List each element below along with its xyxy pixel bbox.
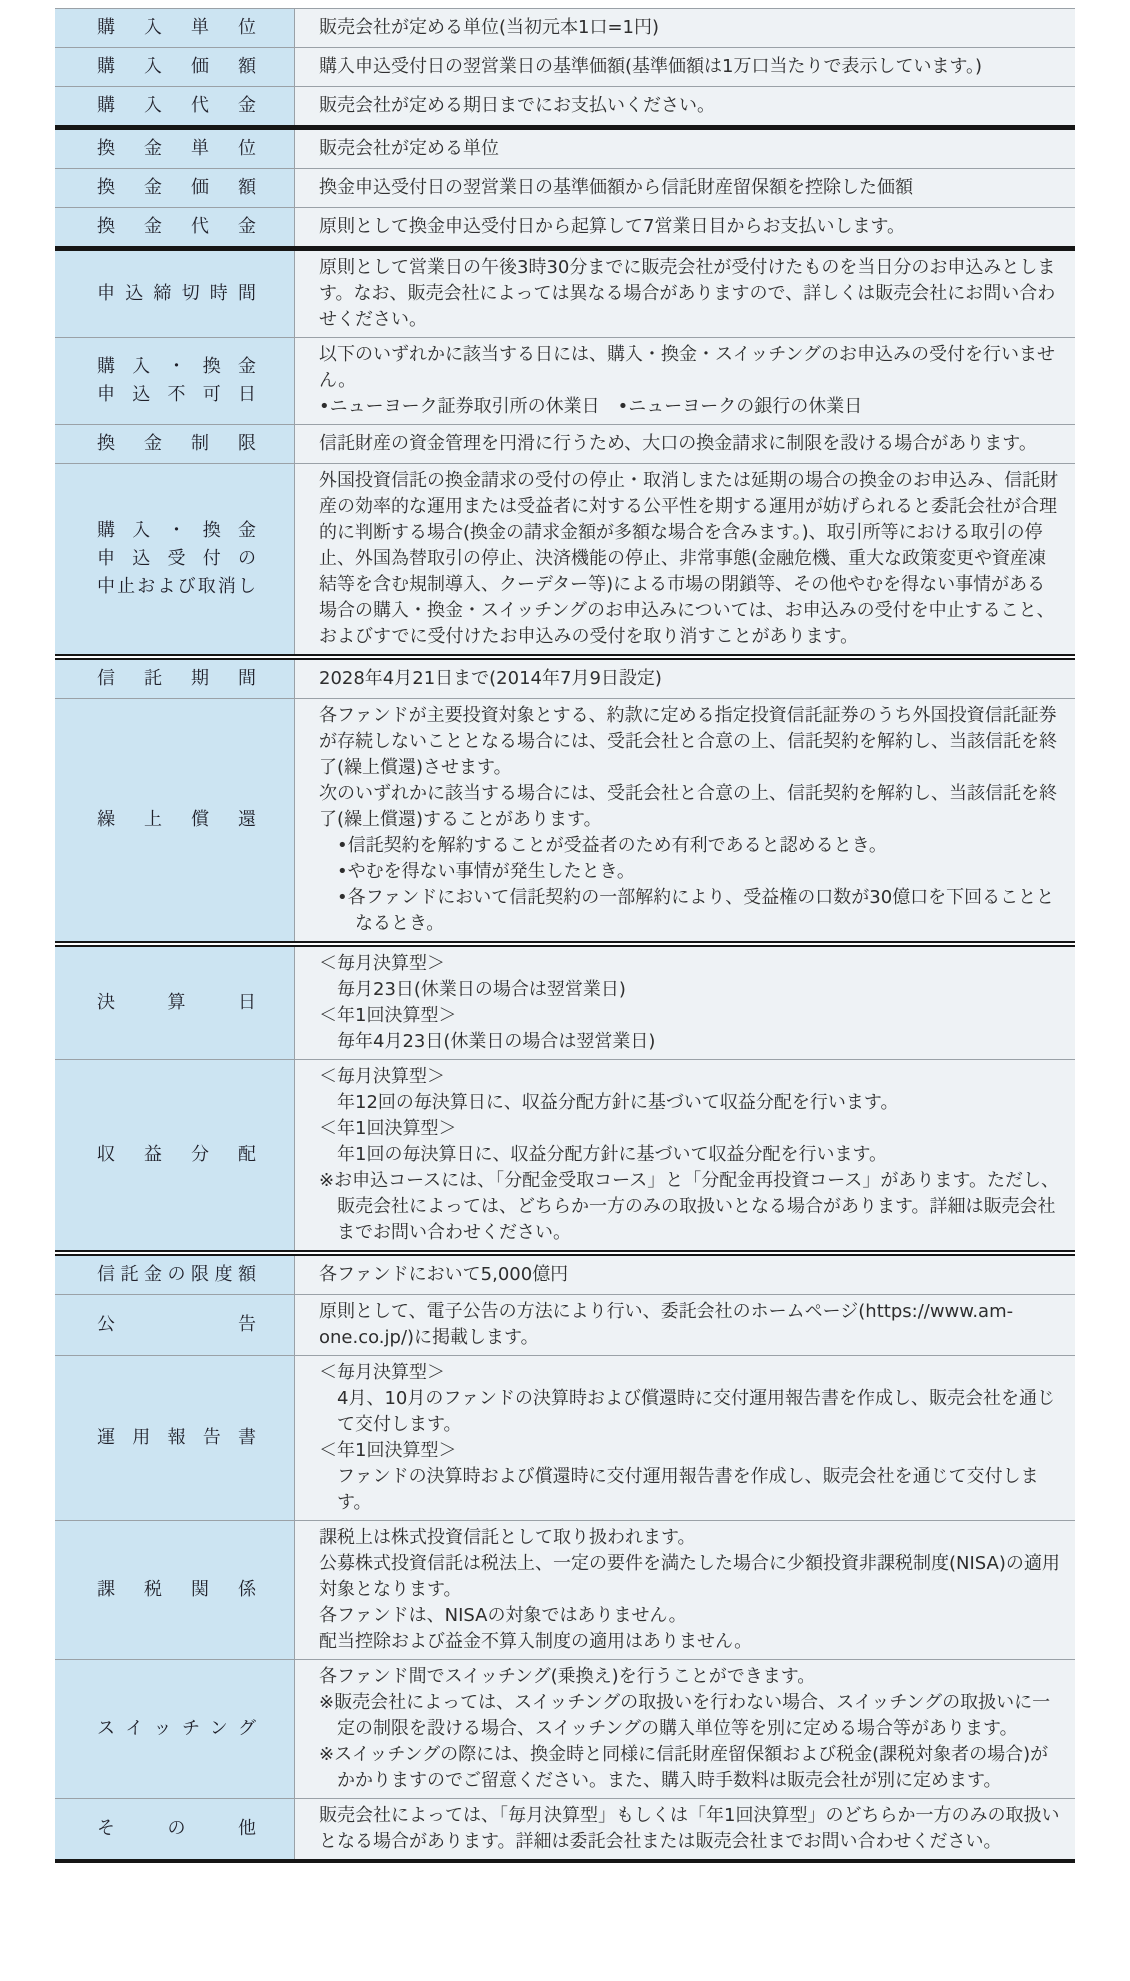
row-content [295, 48, 1075, 86]
row-content-paragraph: ファンドの決算時および償還時に交付運用報告書を作成し、販売会社を通じて交付します。 [337, 1466, 1039, 1513]
row-content [295, 208, 1075, 246]
row-label-text: 換金代金 [97, 216, 256, 237]
row-label [55, 660, 295, 698]
row-content-paragraph: 年1回の毎決算日に、収益分配方針に基づいて収益分配を行います。 [337, 1144, 888, 1165]
row-content-paragraph: 販売会社が定める期日までにお支払いください。 [319, 95, 715, 116]
table-row [55, 338, 1075, 425]
row-label-text: 換金制限 [97, 433, 256, 454]
row-label [55, 1060, 295, 1250]
row-label [55, 1356, 295, 1520]
row-label [55, 1660, 295, 1798]
row-content [295, 130, 1075, 168]
row-label [55, 1521, 295, 1659]
row-label-text: 運用報告書 [97, 1427, 256, 1448]
row-label-text: 信託金の限度額 [97, 1264, 256, 1285]
fund-terms-table [55, 8, 1075, 1863]
row-label [55, 699, 295, 941]
row-label [55, 251, 295, 337]
row-content-paragraph: ※スイッチングの際には、換金時と同様に信託財産留保額および税金(課税対象者の場合)がかかりますのでご留意ください。また、購入時手数料は販売会社が別に定めます。 [319, 1744, 1049, 1791]
row-content-paragraph: ＜毎月決算型＞ [319, 1066, 445, 1087]
table-row [55, 947, 1075, 1060]
row-label-text: 公告 [97, 1314, 256, 1335]
row-content [295, 699, 1075, 941]
row-content-paragraph: 4月、10月のファンドの決算時および償還時に交付運用報告書を作成し、販売会社を通じて交付します。 [337, 1388, 1055, 1435]
row-label [55, 9, 295, 47]
row-content-paragraph: ※お申込コースには、「分配金受取コース」と「分配金再投資コース」があります。ただし、販売会社によっては、どちらか一方のみの取扱いとなる場合があります。詳細は販売会社までお問い合わせください。 [319, 1170, 1059, 1243]
table-row [55, 9, 1075, 48]
row-label-text: 申込不可日 [97, 384, 256, 405]
row-label-text: 換金価額 [97, 177, 256, 198]
table-row [55, 1799, 1075, 1863]
row-content [295, 660, 1075, 698]
row-label [55, 1799, 295, 1859]
row-content-paragraph: 各ファンドにおいて5,000億円 [319, 1264, 569, 1285]
row-content-paragraph: ＜毎月決算型＞ [319, 1362, 445, 1383]
row-label-text: 中止および取消し [97, 576, 256, 597]
row-label-text: 決算日 [97, 992, 256, 1013]
row-content [295, 425, 1075, 463]
row-content [295, 87, 1075, 125]
table-row [55, 660, 1075, 699]
row-content-paragraph: 原則として、電子公告の方法により行い、委託会社のホームページ(https://www.am-one.co.jp/)に掲載します。 [319, 1301, 1014, 1348]
row-label [55, 947, 295, 1059]
row-content-paragraph: 毎月23日(休業日の場合は翌営業日) [337, 979, 626, 1000]
row-content-paragraph: ＜年1回決算型＞ [319, 1440, 457, 1461]
row-content [295, 1060, 1075, 1250]
row-content-paragraph: 年12回の毎決算日に、収益分配方針に基づいて収益分配を行います。 [337, 1092, 899, 1113]
row-content [295, 169, 1075, 207]
row-content-paragraph: 原則として換金申込受付日から起算して7営業日目からお支払いします。 [319, 216, 906, 237]
row-content-paragraph: 課税上は株式投資信託として取り扱われます。 [319, 1527, 696, 1548]
row-content-paragraph: 購入申込受付日の翌営業日の基準価額(基準価額は1万口当たりで表示しています。) [319, 56, 983, 77]
row-label-text: 購入代金 [97, 95, 256, 116]
table-row [55, 1521, 1075, 1660]
row-content-paragraph: •やむを得ない事情が発生したとき。 [337, 861, 635, 882]
table-row [55, 48, 1075, 87]
row-content-paragraph: 外国投資信託の換金請求の受付の停止・取消しまたは延期の場合の換金のお申込み、信託財産の効率的な運用または受益者に対する公平性を期する運用が妨げられると委託会社が合理的に判断する場合(換金の請求金額が多額な場合を含みます。)、取引所等における取引の停止、外国為替取引の停止、決済機能の停止、非常事態(金融危機、重大な政策変更や資産凍結等を含む規制導入、クーデター等)による市場の閉鎖等、その他やむを得ない事情がある場合の購入・換金・スイッチングのお申込みについては、お申込みの受付を中止すること、およびすでに受付けたお申込みの受付を取り消すことがあります。 [319, 470, 1059, 647]
row-label-text: 申込受付の [97, 548, 256, 569]
table-row [55, 1295, 1075, 1356]
row-content [295, 338, 1075, 424]
row-content-paragraph: ＜毎月決算型＞ [319, 953, 445, 974]
row-label-text: その他 [97, 1818, 256, 1839]
row-content-paragraph: 毎年4月23日(休業日の場合は翌営業日) [337, 1031, 656, 1052]
row-label-text: 課税関係 [97, 1579, 256, 1600]
table-row [55, 130, 1075, 169]
row-label [55, 208, 295, 246]
row-content [295, 464, 1075, 654]
row-content-paragraph: ＜年1回決算型＞ [319, 1118, 457, 1139]
row-content-paragraph: 各ファンドが主要投資対象とする、約款に定める指定投資信託証券のうち外国投資信託証券が存続しないこととなる場合には、受託会社と合意の上、信託契約を解約し、当該信託を終了(繰上償還)させます。 [319, 705, 1057, 778]
row-label [55, 338, 295, 424]
table-row [55, 425, 1075, 464]
table-row [55, 699, 1075, 947]
row-content-paragraph: 2028年4月21日まで(2014年7月9日設定) [319, 668, 662, 689]
row-content [295, 9, 1075, 47]
row-label-text: 購入単位 [97, 17, 256, 38]
table-row [55, 1660, 1075, 1799]
row-content-paragraph: 各ファンドは、NISAの対象ではありません。 [319, 1605, 687, 1626]
row-content-paragraph: 換金申込受付日の翌営業日の基準価額から信託財産留保額を控除した価額 [319, 177, 913, 198]
row-content-paragraph: 販売会社が定める単位 [319, 138, 499, 159]
row-content [295, 1295, 1075, 1355]
row-content [295, 251, 1075, 337]
row-content-paragraph: 販売会社が定める単位(当初元本1口=1円) [319, 17, 660, 38]
row-label [55, 1256, 295, 1294]
table-row [55, 1060, 1075, 1256]
row-label [55, 87, 295, 125]
row-label [55, 169, 295, 207]
row-content-paragraph: 配当控除および益金不算入制度の適用はありません。 [319, 1631, 753, 1652]
row-label-text: 繰上償還 [97, 809, 256, 830]
row-content-paragraph: •信託契約を解約することが受益者のため有利であると認めるとき。 [337, 835, 887, 856]
row-content [295, 947, 1075, 1059]
table-row [55, 169, 1075, 208]
row-content-paragraph: 原則として営業日の午後3時30分までに販売会社が受付けたものを当日分のお申込みとします。なお、販売会社によっては異なる場合がありますので、詳しくは販売会社にお問い合わせください。 [319, 257, 1056, 330]
row-content-paragraph: •各ファンドにおいて信託契約の一部解約により、受益権の口数が30億口を下回ることとなるとき。 [337, 887, 1055, 934]
row-label-text: 収益分配 [97, 1144, 256, 1165]
row-label-text: 購入価額 [97, 56, 256, 77]
table-row [55, 208, 1075, 251]
row-label [55, 130, 295, 168]
row-content-paragraph: 公募株式投資信託は税法上、一定の要件を満たした場合に少額投資非課税制度(NISA)の適用対象となります。 [319, 1553, 1060, 1600]
row-content-paragraph: ※販売会社によっては、スイッチングの取扱いを行わない場合、スイッチングの取扱いに一定の制限を設ける場合、スイッチングの購入単位等を別に定める場合等があります。 [319, 1692, 1051, 1739]
row-content-paragraph: ＜年1回決算型＞ [319, 1005, 457, 1026]
row-label [55, 1295, 295, 1355]
row-content [295, 1799, 1075, 1859]
row-label-text: 購入・換金 [97, 356, 256, 377]
row-label-text: 換金単位 [97, 138, 256, 159]
row-content-paragraph: 次のいずれかに該当する場合には、受託会社と合意の上、信託契約を解約し、当該信託を終了(繰上償還)することがあります。 [319, 783, 1057, 830]
row-content-paragraph: 以下のいずれかに該当する日には、購入・換金・スイッチングのお申込みの受付を行いません。 [319, 344, 1056, 391]
row-content-paragraph: •ニューヨーク証券取引所の休業日 •ニューヨークの銀行の休業日 [319, 396, 863, 417]
row-content [295, 1256, 1075, 1294]
row-content-paragraph: 販売会社によっては、「毎月決算型」もしくは「年1回決算型」のどちらか一方のみの取扱いとなる場合があります。詳細は委託会社または販売会社までお問い合わせください。 [319, 1805, 1060, 1852]
row-label [55, 425, 295, 463]
row-label-text: 申込締切時間 [97, 283, 256, 304]
row-label [55, 48, 295, 86]
table-row [55, 1256, 1075, 1295]
row-content [295, 1356, 1075, 1520]
row-label-text: 信託期間 [97, 668, 256, 689]
table-row [55, 464, 1075, 660]
row-content [295, 1660, 1075, 1798]
row-content-paragraph: 各ファンド間でスイッチング(乗換え)を行うことができます。 [319, 1666, 816, 1687]
row-label-text: 購入・換金 [97, 520, 256, 541]
row-label [55, 464, 295, 654]
row-label-text: スイッチング [97, 1718, 256, 1739]
table-row [55, 251, 1075, 338]
table-row [55, 1356, 1075, 1521]
row-content [295, 1521, 1075, 1659]
table-row [55, 87, 1075, 130]
row-content-paragraph: 信託財産の資金管理を円滑に行うため、大口の換金請求に制限を設ける場合があります。 [319, 433, 1037, 454]
